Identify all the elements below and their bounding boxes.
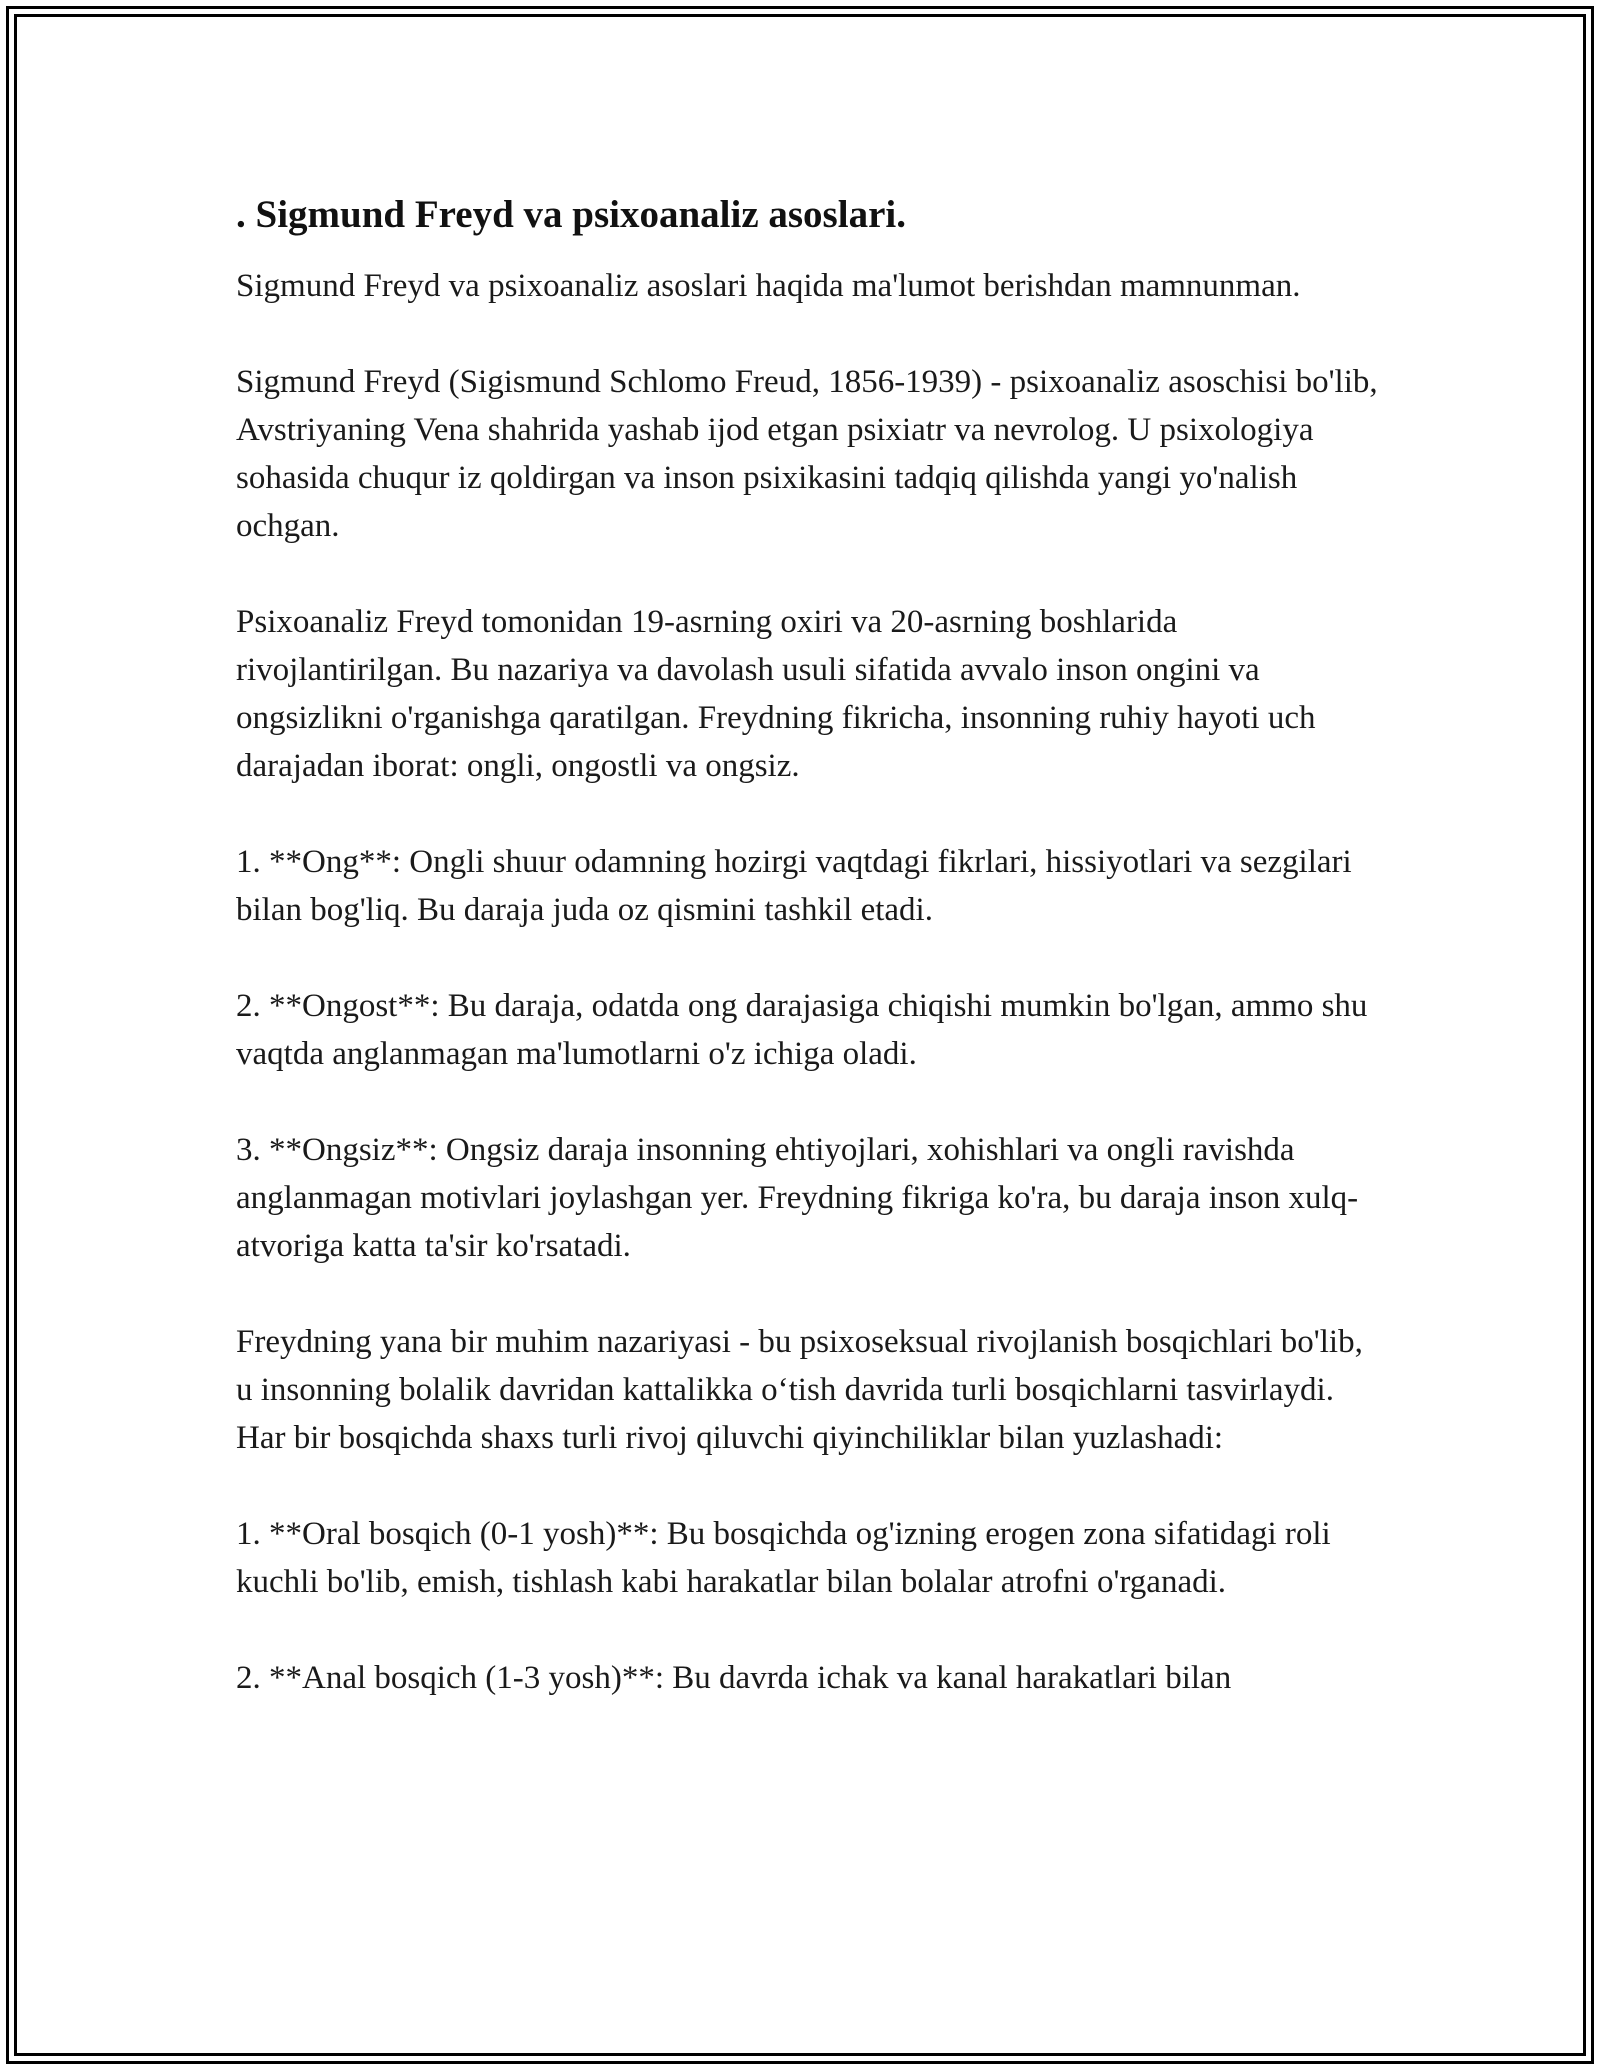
paragraph-psychoanalysis-overview: Psixoanaliz Freyd tomonidan 19-asrning oxiri va 20-asrning boshlarida rivojlantirilgan. Bu nazariya va davolash usuli sifatida avvalo inson ongini va ongsizlikni o'rganishga qaratilgan. Freydning fikricha, insonning ruhiy hayoti uch darajadan iborat: ongli, ongostli va ongsiz.: [236, 604, 1316, 784]
list-item-ong: 1. **Ong**: Ongli shuur odamning hozirgi vaqtdagi fikrlari, hissiyotlari va sezgilari bilan bog'liq. Bu daraja juda oz qismini tashkil etadi.: [236, 844, 1352, 928]
paragraph-freud-bio: Sigmund Freyd (Sigismund Schlomo Freud, 1856-1939) - psixoanaliz asoschisi bo'lib, Avstriyaning Vena shahrida yashab ijod etgan psixiatr va nevrolog. U psixologiya sohasida chuqur iz qoldirgan va inson psixikasini tadqiq qilishda yangi yo'nalish ochgan.: [236, 364, 1378, 544]
list-item-ongost: 2. **Ongost**: Bu daraja, odatda ong darajasiga chiqishi mumkin bo'lgan, ammo shu vaqtda anglanmagan ma'lumotlarni o'z ichiga oladi.: [236, 988, 1368, 1072]
paragraph-psychosexual-stages: Freydning yana bir muhim nazariyasi - bu psixoseksual rivojlanish bosqichlari bo'lib, u insonning bolalik davridan kattalikka o‘tish davrida turli bosqichlarni tasvirlaydi. Har bir bosqichda shaxs turli rivoj qiluvchi qiyinchiliklar bilan yuzlashadi:: [236, 1324, 1363, 1456]
list-item-anal-stage: 2. **Anal bosqich (1-3 yosh)**: Bu davrda ichak va kanal harakatlari bilan: [236, 1660, 1232, 1696]
document-title: . Sigmund Freyd va psixoanaliz asoslari.: [236, 193, 906, 236]
list-item-ongsiz: 3. **Ongsiz**: Ongsiz daraja insonning ehtiyojlari, xohishlari va ongli ravishda anglanmagan motivlari joylashgan yer. Freydning fikriga ko'ra, bu daraja inson xulq-atvoriga katta ta'sir ko'rsatadi.: [236, 1132, 1359, 1264]
list-item-oral-stage: 1. **Oral bosqich (0-1 yosh)**: Bu bosqichda og'izning erogen zona sifatidagi roli kuchli bo'lib, emish, tishlash kabi harakatlar bilan bolalar atrofni o'rganadi.: [236, 1516, 1331, 1600]
document-body: [236, 188, 1386, 1750]
paragraph-intro: Sigmund Freyd va psixoanaliz asoslari haqida ma'lumot berishdan mamnunman.: [236, 268, 1301, 304]
